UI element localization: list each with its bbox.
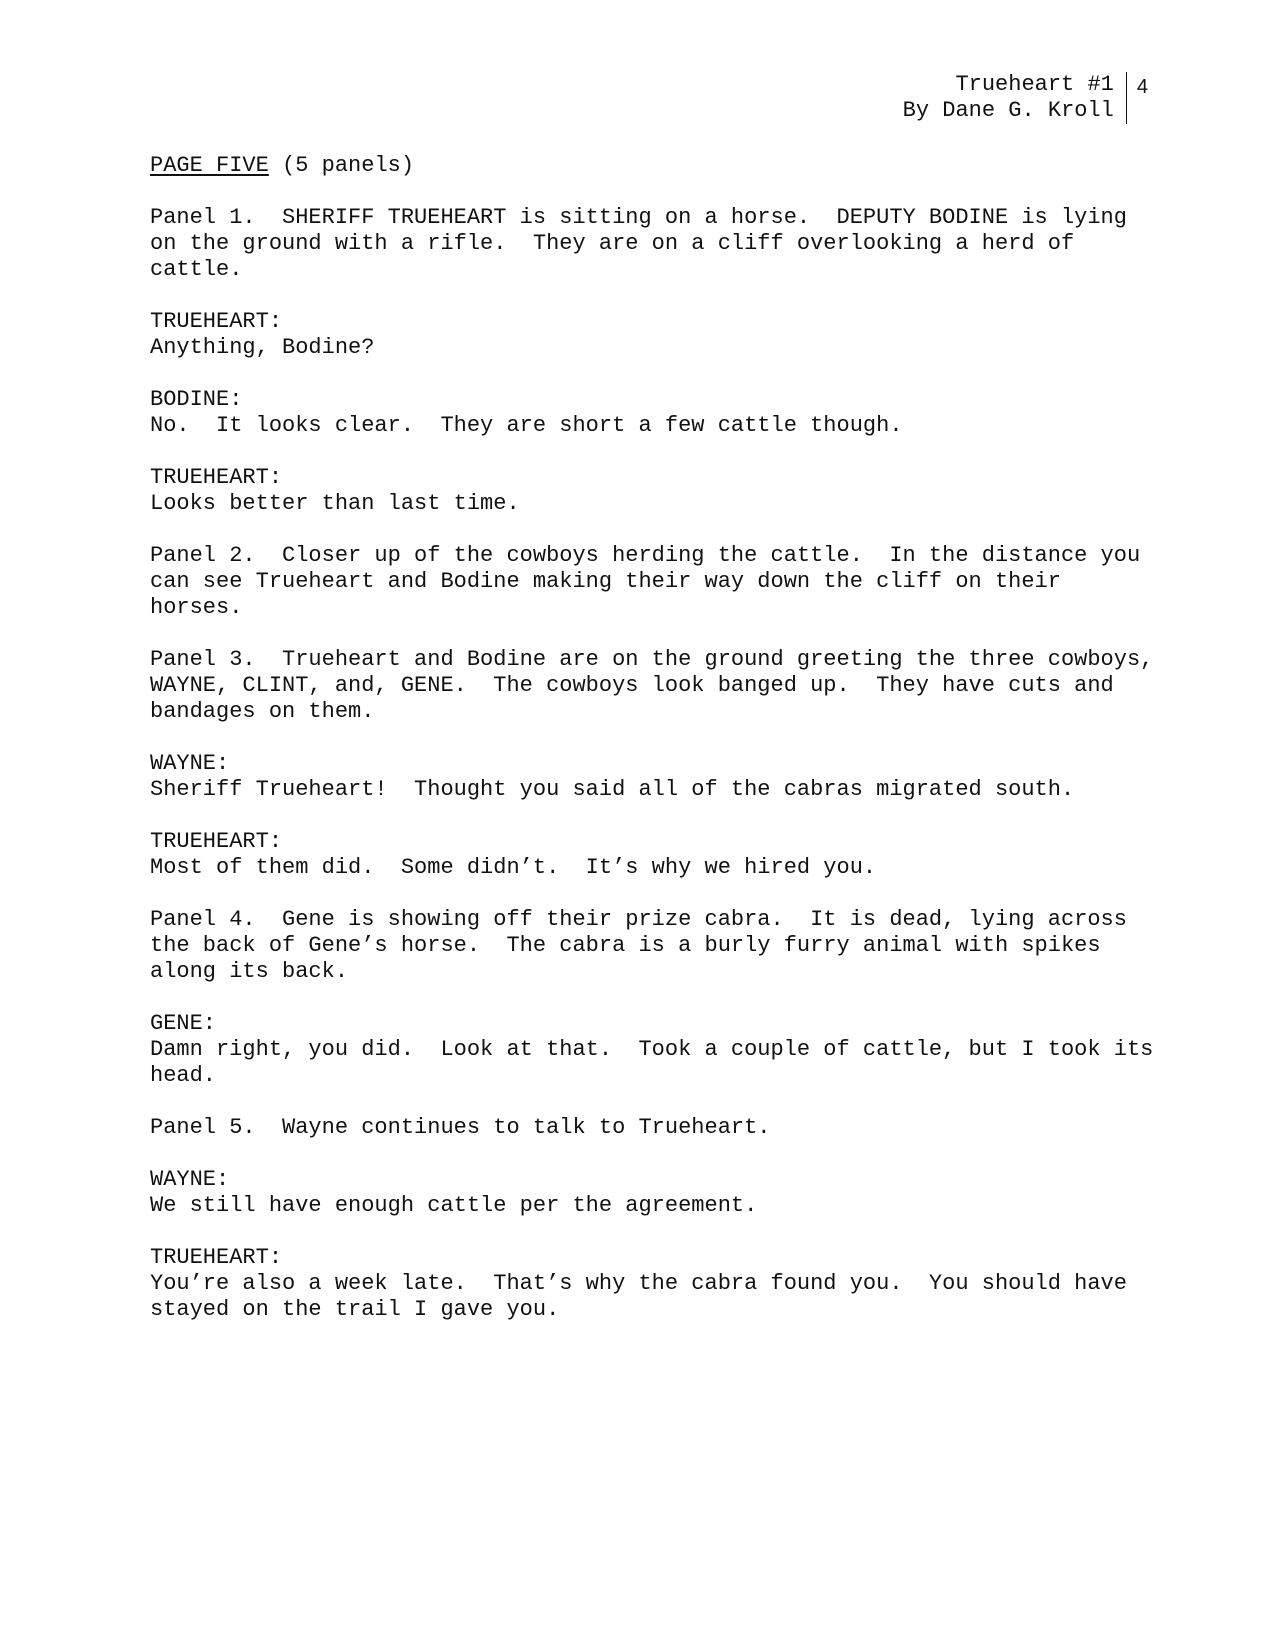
header-author: By Dane G. Kroll <box>902 98 1114 123</box>
page-heading <box>150 153 1160 179</box>
dialogue-block <box>150 1167 1160 1219</box>
header-title: Trueheart #1 <box>955 72 1114 97</box>
dialogue-line: Looks better than last time. <box>150 491 520 516</box>
panel-description: Panel 2. Closer up of the cowboys herding the cattle. In the distance you can see Trueheart and Bodine making their way down the cliff on their horses. <box>150 543 1154 620</box>
dialogue-block <box>150 387 1160 439</box>
dialogue-block <box>150 465 1160 517</box>
dialogue-block <box>150 309 1160 361</box>
dialogue-line: You’re also a week late. That’s why the cabra found you. You should have stayed on the trail I gave you. <box>150 1271 1141 1322</box>
dialogue-line: No. It looks clear. They are short a few cattle though. <box>150 413 903 438</box>
dialogue-speaker: GENE: <box>150 1011 217 1036</box>
dialogue-block <box>150 751 1160 803</box>
page-header <box>903 72 1148 124</box>
dialogue-line: Sheriff Trueheart! Thought you said all of the cabras migrated south. <box>150 777 1075 802</box>
panel-description: Panel 3. Trueheart and Bodine are on the ground greeting the three cowboys, WAYNE, CLINT, and, GENE. The cowboys look banged up. They have cuts and bandages on them. <box>150 647 1167 724</box>
panel-description: Panel 5. Wayne continues to talk to Trueheart. <box>150 1115 771 1140</box>
dialogue-speaker: TRUEHEART: <box>150 1245 283 1270</box>
dialogue-block <box>150 1011 1167 1089</box>
dialogue-block <box>150 1245 1160 1323</box>
panel-description: Panel 4. Gene is showing off their prize cabra. It is dead, lying across the back of Gene’s horse. The cabra is a burly furry animal with spikes along its back. <box>150 907 1141 984</box>
dialogue-speaker: TRUEHEART: <box>150 309 283 334</box>
dialogue-speaker: BODINE: <box>150 387 243 412</box>
dialogue-line: Anything, Bodine? <box>150 335 375 360</box>
dialogue-line: Damn right, you did. Look at that. Took a couple of cattle, but I took its head. <box>150 1037 1167 1088</box>
header-text-block <box>903 72 1127 124</box>
page-number: 4 <box>1136 76 1148 98</box>
dialogue-line: We still have enough cattle per the agreement. <box>150 1193 758 1218</box>
page-heading-panel-count: (5 panels) <box>282 153 415 178</box>
dialogue-speaker: WAYNE: <box>150 751 230 776</box>
dialogue-speaker: TRUEHEART: <box>150 829 283 854</box>
panel-description: Panel 1. SHERIFF TRUEHEART is sitting on a horse. DEPUTY BODINE is lying on the ground with a rifle. They are on a cliff overlooking a herd of cattle. <box>150 205 1141 282</box>
dialogue-block <box>150 829 1160 881</box>
page-heading-title: PAGE FIVE <box>150 153 269 178</box>
script-body <box>150 153 1167 1349</box>
dialogue-line: Most of them did. Some didn’t. It’s why we hired you. <box>150 855 877 880</box>
dialogue-speaker: WAYNE: <box>150 1167 230 1192</box>
dialogue-speaker: TRUEHEART: <box>150 465 283 490</box>
